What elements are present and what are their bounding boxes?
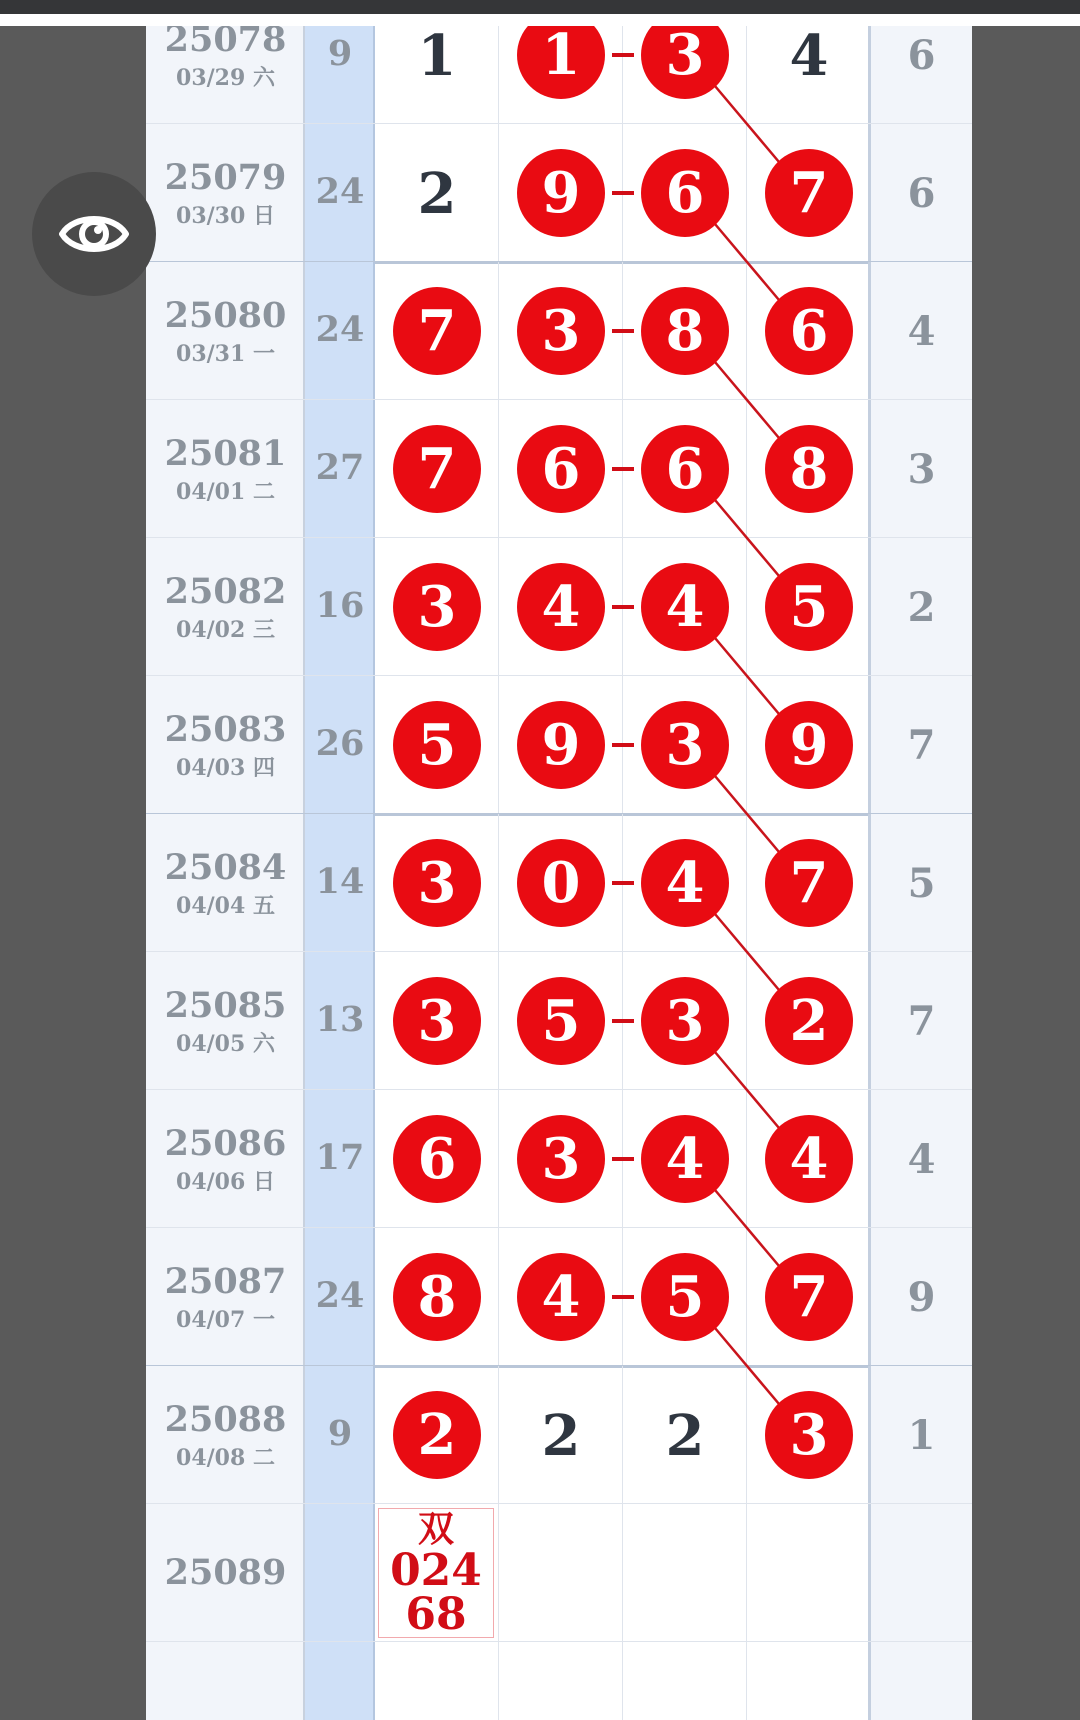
issue-date: 04/01 二 <box>176 479 275 505</box>
trend-line <box>715 914 779 990</box>
issue-number: 25087 <box>164 1261 287 1302</box>
issue-date: 03/30 日 <box>176 203 275 229</box>
plain-digit: 2 <box>417 161 457 227</box>
number-ball: 6 <box>641 425 729 513</box>
status-bar <box>0 0 1080 14</box>
trend-line <box>715 362 779 438</box>
sum-value: 9 <box>327 1413 353 1454</box>
ball-separator-dash <box>612 329 634 333</box>
span-value: 3 <box>907 446 936 493</box>
issue-date: 04/04 五 <box>176 893 275 919</box>
number-ball: 4 <box>641 839 729 927</box>
trend-line <box>715 776 779 852</box>
issue-date: 04/07 一 <box>176 1307 275 1333</box>
span-value: 7 <box>907 722 936 769</box>
ball-separator-dash <box>612 743 634 747</box>
number-ball: 3 <box>393 839 481 927</box>
ball-separator-dash <box>612 1019 634 1023</box>
number-ball: 3 <box>641 701 729 789</box>
issue-number: 25085 <box>164 985 287 1026</box>
trend-line <box>715 500 779 576</box>
sum-value: 24 <box>315 309 365 350</box>
number-ball: 7 <box>765 149 853 237</box>
number-ball: 3 <box>641 977 729 1065</box>
ball-separator-dash <box>612 53 634 57</box>
issue-number: 25088 <box>164 1399 287 1440</box>
lottery-trend-chart <box>146 26 972 1720</box>
number-ball: 8 <box>641 287 729 375</box>
top-strip <box>0 14 1080 26</box>
number-ball: 6 <box>765 287 853 375</box>
span-value: 6 <box>907 32 936 79</box>
issue-number: 25086 <box>164 1123 287 1164</box>
issue-number: 25079 <box>164 157 287 198</box>
sum-value: 26 <box>315 723 365 764</box>
issue-number: 25078 <box>164 26 287 60</box>
number-ball: 2 <box>765 977 853 1065</box>
number-ball: 4 <box>517 1253 605 1341</box>
plain-digit: 2 <box>541 1403 581 1469</box>
number-ball: 3 <box>765 1391 853 1479</box>
number-ball: 3 <box>517 287 605 375</box>
issue-number: 25080 <box>164 295 287 336</box>
sum-value: 24 <box>315 171 365 212</box>
sum-value: 16 <box>315 585 365 626</box>
trend-line <box>715 1190 779 1266</box>
ball-separator-dash <box>612 1295 634 1299</box>
number-ball: 1 <box>517 26 605 99</box>
prediction-numbers-line1: 024 <box>390 1545 482 1596</box>
number-ball: 8 <box>765 425 853 513</box>
number-ball: 3 <box>393 563 481 651</box>
number-ball: 4 <box>641 563 729 651</box>
number-ball: 2 <box>393 1391 481 1479</box>
number-ball: 8 <box>393 1253 481 1341</box>
issue-number: 25089 <box>164 1552 287 1593</box>
plain-digit: 2 <box>665 1403 705 1469</box>
sum-value: 27 <box>315 447 365 488</box>
ball-separator-dash <box>612 605 634 609</box>
number-ball: 4 <box>641 1115 729 1203</box>
span-value: 1 <box>907 1412 936 1459</box>
number-ball: 9 <box>765 701 853 789</box>
number-ball: 7 <box>393 425 481 513</box>
sum-value: 24 <box>315 1275 365 1316</box>
issue-date: 04/06 日 <box>176 1169 275 1195</box>
ball-separator-dash <box>612 1157 634 1161</box>
issue-number: 25084 <box>164 847 287 888</box>
number-ball: 5 <box>765 563 853 651</box>
span-value: 4 <box>907 1136 936 1183</box>
issue-number: 25082 <box>164 571 287 612</box>
number-ball: 4 <box>765 1115 853 1203</box>
number-ball: 7 <box>765 1253 853 1341</box>
number-ball: 9 <box>517 701 605 789</box>
sum-value: 14 <box>315 861 365 902</box>
plain-digit: 4 <box>789 26 829 89</box>
number-ball: 9 <box>517 149 605 237</box>
number-ball: 5 <box>641 1253 729 1341</box>
prediction-label: 双 <box>417 1508 454 1550</box>
trend-line <box>715 224 779 300</box>
number-ball: 6 <box>641 149 729 237</box>
issue-date: 03/29 六 <box>176 65 275 91</box>
prediction-numbers-line2: 68 <box>405 1589 467 1640</box>
number-ball: 3 <box>517 1115 605 1203</box>
issue-date: 04/05 六 <box>176 1031 275 1057</box>
eye-icon <box>56 196 132 272</box>
eye-toggle-button[interactable] <box>32 172 156 296</box>
issue-number: 25083 <box>164 709 287 750</box>
number-ball: 3 <box>641 26 729 99</box>
number-ball: 6 <box>517 425 605 513</box>
sum-value: 17 <box>315 1137 365 1178</box>
number-ball: 5 <box>393 701 481 789</box>
span-value: 9 <box>907 1274 936 1321</box>
trend-line <box>715 638 779 714</box>
number-ball: 6 <box>393 1115 481 1203</box>
number-ball: 7 <box>393 287 481 375</box>
ball-separator-dash <box>612 467 634 471</box>
trend-line <box>715 1328 779 1404</box>
span-value: 6 <box>907 170 936 217</box>
ball-separator-dash <box>612 191 634 195</box>
span-value: 7 <box>907 998 936 1045</box>
trend-line <box>715 1052 779 1128</box>
span-value: 4 <box>907 308 936 355</box>
ball-separator-dash <box>612 881 634 885</box>
span-value: 2 <box>907 584 936 631</box>
sum-value: 9 <box>327 33 353 74</box>
number-ball: 3 <box>393 977 481 1065</box>
number-ball: 7 <box>765 839 853 927</box>
sum-value: 13 <box>315 999 365 1040</box>
issue-date: 04/02 三 <box>176 617 275 643</box>
plain-digit: 1 <box>417 26 457 89</box>
issue-date: 03/31 一 <box>176 341 275 367</box>
number-ball: 0 <box>517 839 605 927</box>
issue-date: 04/03 四 <box>176 755 275 781</box>
issue-date: 04/08 二 <box>176 1445 275 1471</box>
trend-line <box>715 86 779 162</box>
number-ball: 5 <box>517 977 605 1065</box>
issue-number: 25081 <box>164 433 287 474</box>
number-ball: 4 <box>517 563 605 651</box>
span-value: 5 <box>907 860 936 907</box>
